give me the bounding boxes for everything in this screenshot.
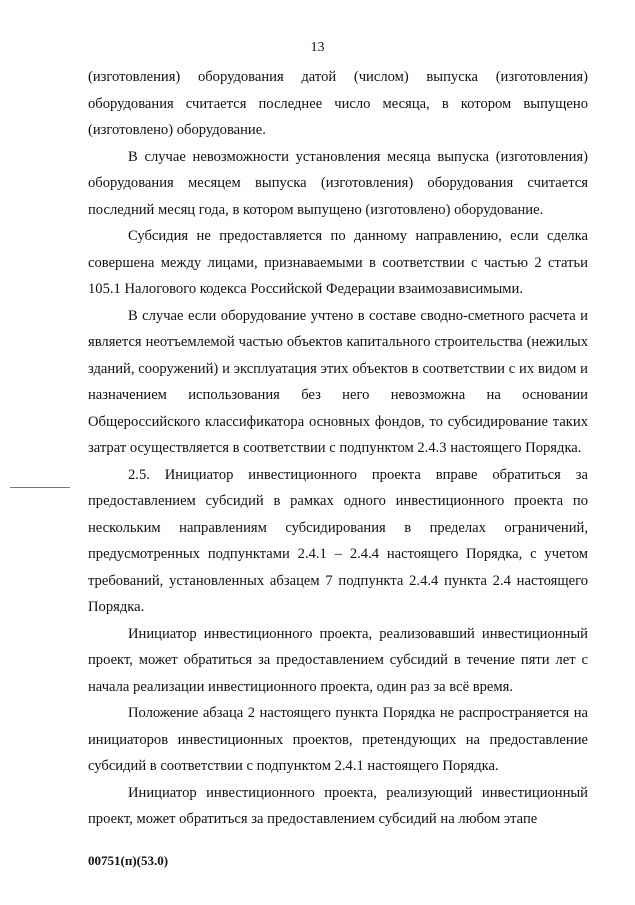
paragraph-capital-construction: В случае если оборудование учтено в составе сводно-сметного расчета и является неотъемлемой частью объектов капитального строительства (нежилых зданий, сооружений) и эксплуатация этих объектов в соответствии с их видом и назначением использования без него невозможна на основании Общероссийского классификатора основных фондов, то субсидирование таких затрат осуществляется в соответствии с подпунктом 2.4.3 настоящего Порядка. <box>88 307 588 456</box>
paragraph-five-years: Инициатор инвестиционного проекта, реализовавший инвестиционный проект, может обратиться за предоставлением субсидий в течение пяти лет с начала реализации инвестиционного проекта, один раз за всё время. <box>88 625 588 695</box>
paragraph-related-parties: Субсидия не предоставляется по данному направлению, если сделка совершена между лицами, признаваемыми в соответствии с частью 2 статьи 105.1 Налогового кодекса Российской Федерации взаимозависимыми. <box>88 228 588 297</box>
paragraph-any-stage: Инициатор инвестиционного проекта, реализующий инвестиционный проект, может обратиться за предоставлением субсидий на любом этапе <box>88 784 588 827</box>
margin-scan-line <box>10 487 70 488</box>
document-body <box>88 64 588 833</box>
paragraph-month-unknown: В случае невозможности установления месяца выпуска (изготовления) оборудования месяцем выпуска (изготовления) оборудования считается последний месяц года, в котором выпущено (изготовлено) оборудование. <box>88 148 588 218</box>
paragraph-clause-2-5: 2.5. Инициатор инвестиционного проекта вправе обратиться за предоставлением субсидий в рамках одного инвестиционного проекта по нескольким направлениям субсидирования в пределах ограничений, предусмотренных подпунктами 2.4.1 – 2.4.4 настоящего Порядка, с учетом требований, установленных абзацем 7 подпункта 2.4.4 пункта 2.4 настоящего Порядка. <box>88 466 588 615</box>
paragraph-continuation: (изготовления) оборудования датой (числом) выпуска (изготовления) оборудования считается последнее число месяца, в котором выпущено (изготовлено) оборудование. <box>88 69 588 138</box>
paragraph-exemption: Положение абзаца 2 настоящего пункта Порядка не распространяется на инициаторов инвестиционных проектов, претендующих на предоставление субсидий в соответствии с подпунктом 2.4.1 настоящего Порядка. <box>88 705 588 774</box>
document-code: 00751(п)(53.0) <box>88 853 169 868</box>
page-number: 13 <box>310 40 325 55</box>
